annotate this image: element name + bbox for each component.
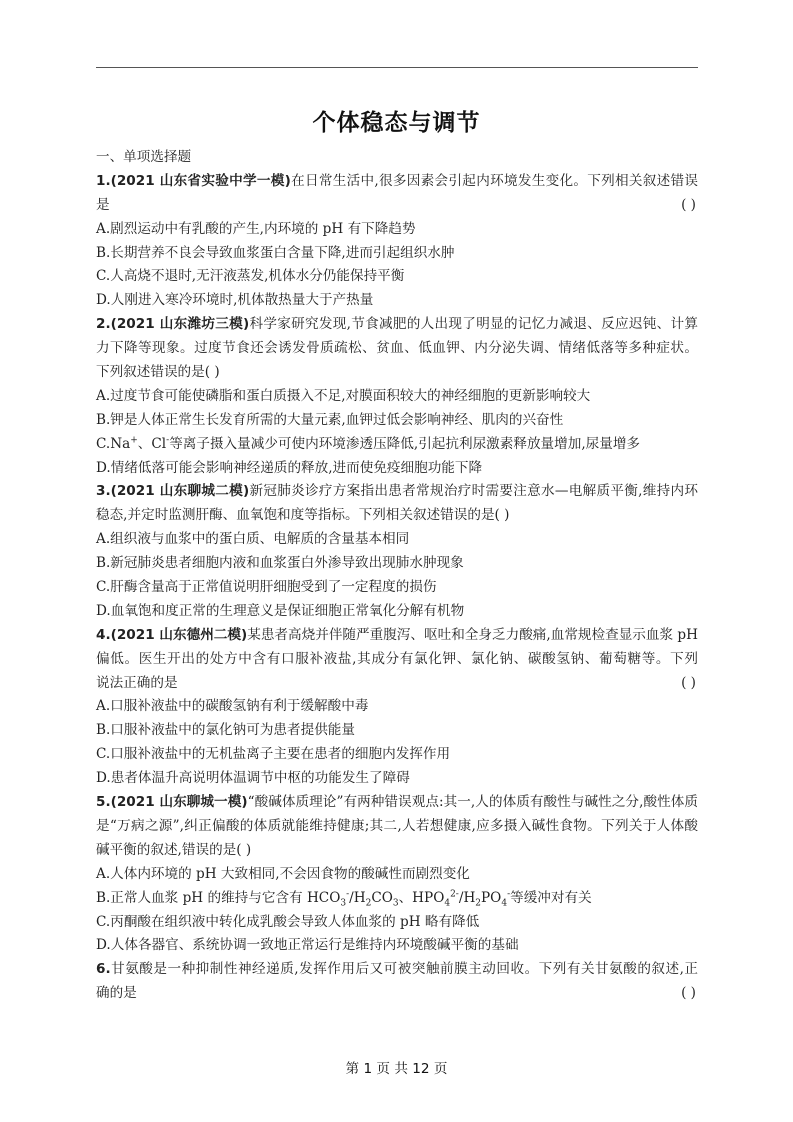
question-stem-line: 是“万病之源”,纠正偏酸的体质就能维持健康;其二,人若想健康,应多摄入碱性食物。下列关于人体酸: [96, 817, 698, 834]
question-source: (2021 山东潍坊三模): [110, 316, 250, 333]
option-c: C.丙酮酸在组织液中转化成乳酸会导致人体血浆的 pH 略有降低: [96, 913, 480, 930]
question-stem-line: 是 ( ): [96, 194, 698, 218]
page-footer: 第 1 页 共 12 页: [345, 1061, 448, 1077]
question-1: [96, 170, 698, 313]
answer-bracket: ( ): [681, 196, 696, 213]
question-source: (2021 山东德州二模): [110, 626, 248, 643]
option-b: B.钾是人体正常生长发育所需的大量元素,血钾过低会影响神经、肌肉的兴奋性: [96, 411, 564, 428]
question-stem-line: 稳态,并定时监测肝酶、血氧饱和度等指标。下列相关叙述错误的是( ): [96, 507, 510, 524]
option-d: D.血氧饱和度正常的生理意义是保证细胞正常氧化分解有机物: [96, 602, 465, 619]
question-stem-line: 力下降等现象。过度节食还会诱发骨质疏松、贫血、低血钾、内分泌失调、情绪低落等多种症状。: [96, 340, 698, 357]
option-b: B.正常人血浆 pH 的维持与它含有 $HCO_3^-/H_2CO_3$、$HPO_4^{2-}/H_2PO_4^-$等缓冲对有关: [96, 889, 592, 909]
question-source: (2021 山东省实验中学一模): [110, 172, 291, 189]
option-a: A.组织液与血浆中的蛋白质、电解质的含量基本相同: [96, 531, 410, 548]
question-2: [96, 313, 698, 480]
question-3: [96, 480, 698, 623]
option-a: A.过度节食可能使磷脂和蛋白质摄入不足,对膜面积较大的神经细胞的更新影响较大: [96, 387, 591, 404]
question-stem-line: 2.(2021 山东潍坊三模)科学家研究发现,节食减肥的人出现了明显的记忆力减退、反应迟钝、计算: [96, 316, 698, 333]
question-stem-line: 3.(2021 山东聊城二模)新冠肺炎诊疗方案指出患者常规治疗时需要注意水—电解质平衡,维持内环: [96, 483, 698, 500]
option-c: C.口服补液盐中的无机盐离子主要在患者的细胞内发挥作用: [96, 746, 451, 763]
answer-bracket: ( ): [681, 985, 696, 1002]
option-a: A.剧烈运动中有乳酸的产生,内环境的 pH 有下降趋势: [96, 220, 416, 237]
option-d: D.人刚进入寒冷环境时,机体散热量大于产热量: [96, 292, 374, 309]
question-source: (2021 山东聊城二模): [110, 483, 250, 500]
option-a: A.人体内环境的 pH 大致相同,不会因食物的酸碱性而剧烈变化: [96, 865, 470, 882]
question-source: (2021 山东聊城一模): [110, 794, 248, 811]
option-c: C.Na+、Cl-等离子摄入量减少可使内环境渗透压降低,引起抗利尿激素释放量增加,尿量增多: [96, 435, 641, 452]
question-6: [96, 958, 698, 1006]
option-a: A.口服补液盐中的碳酸氢钠有利于缓解酸中毒: [96, 698, 369, 715]
question-stem-line: 确的是 ( ): [96, 982, 698, 1006]
question-stem-line: 偏低。医生开出的处方中含有口服补液盐,其成分有氯化钾、氯化钠、碳酸氢钠、葡萄糖等。下列: [96, 650, 698, 667]
question-5: [96, 791, 698, 958]
question-stem-line: 下列叙述错误的是( ): [96, 364, 220, 381]
option-d: D.人体各器官、系统协调一致地正常运行是维持内环境酸碱平衡的基础: [96, 937, 519, 954]
question-stem-line: 1.(2021 山东省实验中学一模)在日常生活中,很多因素会引起内环境发生变化。下列相关叙述错误: [96, 172, 698, 189]
question-stem-line: 说法正确的是 ( ): [96, 672, 698, 696]
answer-bracket: ( ): [681, 674, 696, 691]
option-c: C.肝酶含量高于正常值说明肝细胞受到了一定程度的损伤: [96, 579, 437, 596]
question-stem-line: 碱平衡的叙述,错误的是( ): [96, 841, 252, 858]
question-stem-line: 5.(2021 山东聊城一模)“酸碱体质理论”有两种错误观点:其一,人的体质有酸性与碱性之分,酸性体质: [96, 794, 698, 811]
option-d: D.情绪低落可能会影响神经递质的释放,进而使免疫细胞功能下降: [96, 459, 483, 476]
document-body: [96, 146, 698, 1006]
option-b: B.口服补液盐中的氯化钠可为患者提供能量: [96, 722, 355, 739]
option-b: B.长期营养不良会导致血浆蛋白含量下降,进而引起组织水肿: [96, 244, 455, 261]
option-d: D.患者体温升高说明体温调节中枢的功能发生了障碍: [96, 770, 410, 787]
page-title: 个体稳态与调节: [312, 110, 481, 136]
option-b: B.新冠肺炎患者细胞内液和血浆蛋白外渗导致出现肺水肿现象: [96, 555, 464, 572]
question-stem-line: 6.甘氨酸是一种抑制性神经递质,发挥作用后又可被突触前膜主动回收。下列有关甘氨酸的叙述,正: [96, 961, 698, 978]
section-heading: 一、单项选择题: [96, 149, 192, 165]
question-stem-line: 4.(2021 山东德州二模)某患者高烧并伴随严重腹泻、呕吐和全身乏力酸痛,血常规检查显示血浆 pH: [96, 626, 698, 643]
header-rule: [96, 67, 698, 68]
option-c: C.人高烧不退时,无汗液蒸发,机体水分仍能保持平衡: [96, 268, 405, 285]
question-4: [96, 624, 698, 791]
